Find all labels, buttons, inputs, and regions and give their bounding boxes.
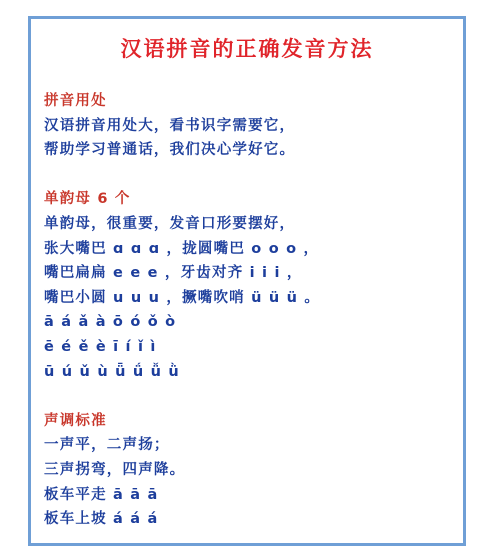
text-line: 嘴巴小圆 u u u ，撅嘴吹哨 ü ü ü 。: [44, 289, 321, 306]
text-line: 板车平走 ā ā ā: [44, 486, 159, 503]
text-line: 一声平，二声扬；: [44, 437, 170, 454]
text-line: 板车上坡 á á á: [44, 511, 159, 528]
text-line: 嘴巴扁扁 e e e ，牙齿对齐 i i i ，: [44, 265, 303, 282]
section-heading-usage: 拼音用处: [44, 93, 107, 109]
spacer: [44, 384, 457, 409]
document-frame: [28, 16, 466, 546]
spacer: [44, 163, 457, 188]
text-line: 张大嘴巴 ɑ ɑ ɑ ，拢圆嘴巴 o o o ，: [44, 240, 320, 257]
text-line: 帮助学习普通话，我们决心学好它。: [44, 142, 296, 159]
tone-marks-line: ū ú ǔ ù ǖ ǘ ǚ ǜ: [44, 363, 180, 380]
tone-marks-line: ā á ǎ à ō ó ǒ ò: [44, 314, 177, 331]
text-line: 汉语拼音用处大，看书识字需要它，: [44, 117, 296, 134]
text-line: 单韵母，很重要，发音口形要摆好，: [44, 215, 296, 232]
section-heading-tones: 声调标准: [44, 412, 107, 429]
document-title: 汉语拼音的正确发音方法: [120, 37, 374, 61]
text-line: 三声拐弯，四声降。: [44, 461, 186, 478]
document-content: [44, 89, 457, 532]
tone-marks-line: ē é ě è ī í ǐ ì: [44, 338, 157, 355]
section-heading-vowels: 单韵母 6 个: [44, 191, 131, 208]
